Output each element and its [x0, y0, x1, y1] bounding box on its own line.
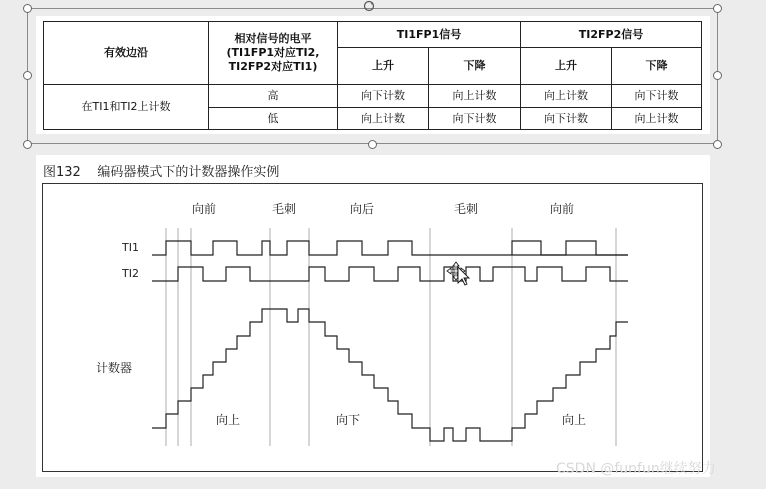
label-glitch-1: 毛刺 — [271, 202, 297, 216]
label-backward: 向后 — [349, 202, 375, 216]
label-glitch-2: 毛刺 — [453, 202, 479, 216]
table-cell: 向下计数 — [612, 85, 702, 108]
label-forward-1: 向前 — [191, 202, 217, 216]
label-down: 向下 — [335, 413, 361, 427]
header-ti1-rise: 上升 — [338, 48, 429, 85]
table-cell: 向上计数 — [612, 108, 702, 130]
waveforms — [152, 241, 628, 441]
header-ti2-fall: 下降 — [612, 48, 702, 85]
label-up-2: 向上 — [561, 413, 587, 427]
table-cell: 向下计数 — [429, 108, 521, 130]
ti2-waveform — [152, 267, 628, 281]
header-ti2-rise: 上升 — [521, 48, 612, 85]
signal-ti1-label: TI1 — [122, 241, 139, 254]
table-cell: 向下计数 — [338, 85, 429, 108]
table-cell: 向下计数 — [521, 108, 612, 130]
header-level-line3: TI2FP2对应TI1) — [228, 59, 318, 73]
counter-label: 计数器 — [96, 361, 133, 375]
table-cell: 向上计数 — [338, 108, 429, 130]
csdn-watermark: CSDN @funfun继续努力 — [556, 461, 716, 477]
table-cell: 向上计数 — [429, 85, 521, 108]
header-ti1-fall: 下降 — [429, 48, 521, 85]
figure-caption: 图132 编码器模式下的计数器操作实例 — [43, 165, 280, 180]
label-up-1: 向上 — [215, 413, 241, 427]
header-ti1fp1: TI1FP1信号 — [338, 22, 521, 48]
level-low: 低 — [209, 108, 338, 130]
header-level-line1: 相对信号的电平 — [234, 32, 312, 46]
row-label: 在TI1和TI2上计数 — [44, 85, 209, 130]
label-forward-2: 向前 — [549, 202, 575, 216]
header-level-line2: (TI1FP1对应TI2, — [226, 46, 320, 60]
level-high: 高 — [209, 85, 338, 108]
ti1-waveform — [152, 241, 628, 255]
header-edge: 有效边沿 — [44, 22, 209, 85]
ti1-waveform-tail — [512, 241, 628, 255]
header-ti2fp2: TI2FP2信号 — [521, 22, 702, 48]
table-cell: 向上计数 — [521, 85, 612, 108]
signal-ti2-label: TI2 — [122, 267, 139, 280]
